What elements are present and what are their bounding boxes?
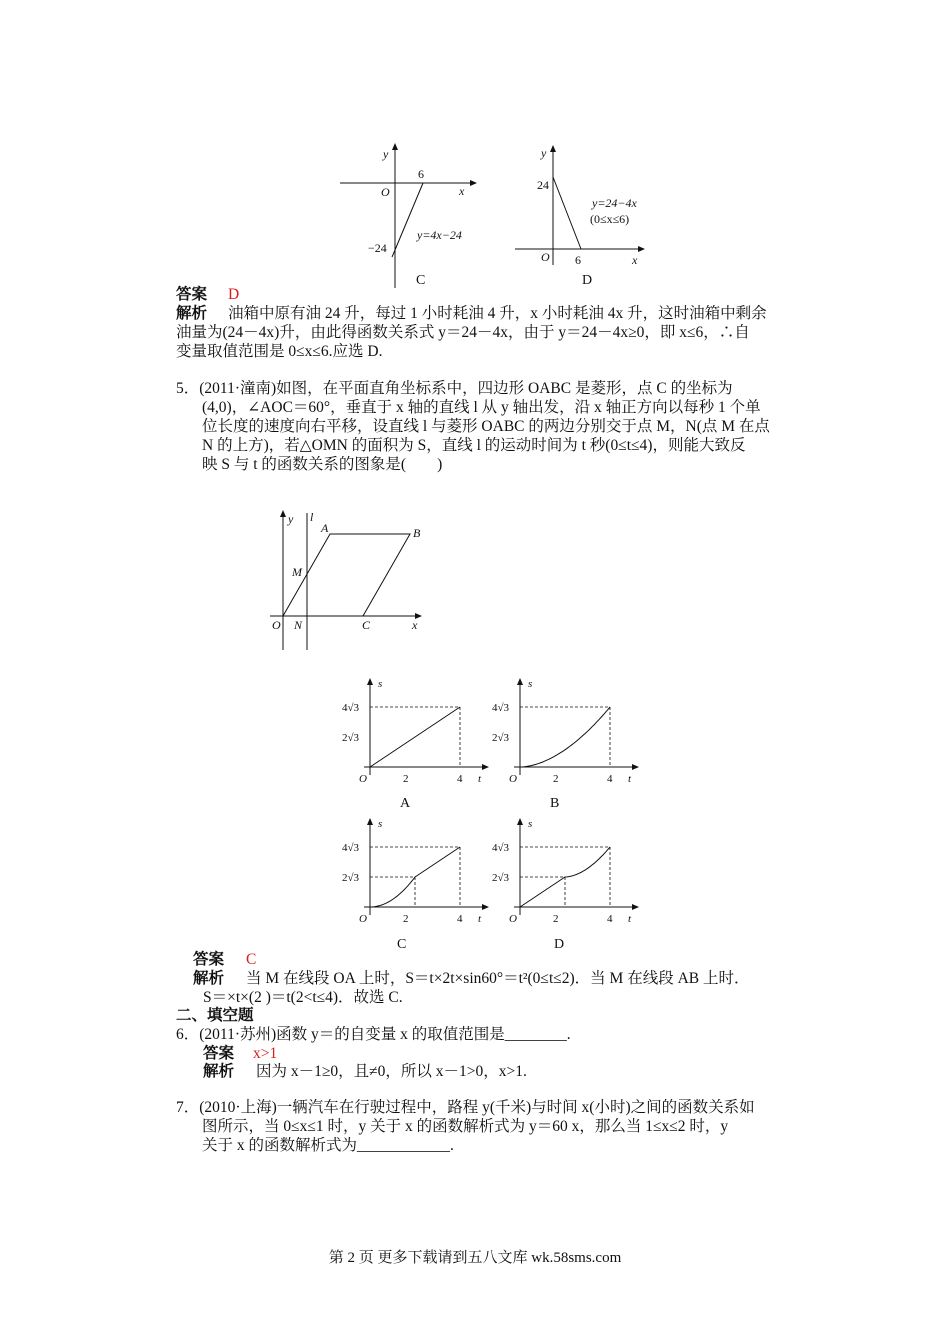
origin-label: O <box>509 773 517 785</box>
d-tick-y: 24 <box>537 178 549 192</box>
q5-analysis-line-1: 当 M 在线段 OA 上时，S＝t×2t×sin60°＝t²(0≤t≤2)．当 M 在线段 AB 上时． <box>246 970 750 987</box>
q5-stem-line-3: 位长度的速度向右平移，设直线 l 与菱形 OABC 的两边分别交于点 M，N(点 M 在点 <box>202 418 770 435</box>
s-axis-arrow <box>517 818 523 825</box>
t-axis-arrow <box>632 764 639 770</box>
q5-answer: C <box>246 951 257 968</box>
graph-top-d <box>510 140 655 270</box>
tick-2-label: 2 <box>553 773 559 785</box>
option-caption-b: B <box>550 796 560 811</box>
origin-label: O <box>359 773 367 785</box>
tick-2sqrt3-label: 2√3 <box>492 872 510 884</box>
d-y-label: y <box>541 146 547 160</box>
q6-analysis: 因为 x－1≥0，且≠0，所以 x－1>0，x>1. <box>256 1063 527 1080</box>
rh-o-label: O <box>272 618 281 632</box>
tick-4-label: 4 <box>607 913 613 925</box>
rh-y-label: y <box>288 512 294 526</box>
option-graph-b <box>490 675 645 785</box>
t-axis-arrow <box>632 904 639 910</box>
s-axis-arrow <box>367 818 373 825</box>
s-axis-label: s <box>378 818 383 830</box>
origin-label: O <box>509 913 517 925</box>
q5-analysis-label: 解析 <box>193 970 225 987</box>
d-equation: y=24−4x <box>592 196 637 210</box>
rh-a-label: A <box>321 521 329 535</box>
q4-answer-label: 答案 <box>176 286 208 303</box>
option-graph-c <box>340 815 495 925</box>
rh-m-label: M <box>292 565 302 579</box>
c-origin: O <box>381 185 390 199</box>
d-caption: D <box>582 273 593 288</box>
q5-stem-line-1: 5．(2011·潼南)如图，在平面直角坐标系中，四边形 OABC 是菱形，点 C 的坐标为 <box>176 380 733 397</box>
tick-2-label: 2 <box>403 773 409 785</box>
d-tick-x: 6 <box>575 253 581 267</box>
t-axis-arrow <box>482 764 489 770</box>
tick-4-label: 4 <box>607 773 613 785</box>
option-caption-d: D <box>554 937 565 952</box>
c-tick-x: 6 <box>418 167 424 181</box>
option-caption-a: A <box>400 796 411 811</box>
tick-4-label: 4 <box>457 913 463 925</box>
option-caption-c: C <box>397 937 407 952</box>
q4-analysis-line-2: 油量为(24－4x)升，由此得函数关系式 y＝24－4x，由于 y＝24－4x≥0，即 x≤6，∴自 <box>176 324 750 341</box>
graph-top-c <box>335 140 480 290</box>
c-tick-y: −24 <box>368 241 387 255</box>
d-origin: O <box>541 250 550 264</box>
tick-2-label: 2 <box>403 913 409 925</box>
tick-2sqrt3-label: 2√3 <box>342 732 360 744</box>
t-axis-label: t <box>628 773 632 785</box>
c-x-label: x <box>459 184 465 198</box>
rh-c-label: C <box>362 618 371 632</box>
tick-2-label: 2 <box>553 913 559 925</box>
q6-answer: x>1 <box>253 1045 278 1062</box>
tick-4sqrt3-label: 4√3 <box>342 702 360 714</box>
option-graph-d <box>490 815 645 925</box>
q5-answer-label: 答案 <box>193 951 225 968</box>
q5-stem-line-2: (4,0)，∠AOC＝60°，垂直于 x 轴的直线 l 从 y 轴出发，沿 x 轴正方向以每秒 1 个单 <box>202 399 761 416</box>
q4-analysis-label: 解析 <box>176 305 208 322</box>
q4-analysis-line-3: 变量取值范围是 0≤x≤6.应选 D. <box>176 343 383 360</box>
t-axis-label: t <box>478 773 482 785</box>
q6-answer-label: 答案 <box>203 1045 235 1062</box>
s-axis-label: s <box>378 678 383 690</box>
rh-l-label: l <box>310 510 314 524</box>
origin-label: O <box>359 913 367 925</box>
d-x-label: x <box>632 253 638 267</box>
q4-answer: D <box>228 286 240 303</box>
tick-4-label: 4 <box>457 773 463 785</box>
curve-a <box>370 707 460 767</box>
q6-stem: 6．(2011·苏州)函数 y＝的自变量 x 的取值范围是________. <box>176 1026 571 1043</box>
option-graph-a <box>340 675 495 785</box>
q5-analysis-line-2: S＝×t×(2 )＝t(2<t≤4)．故选 C. <box>203 989 403 1006</box>
q6-analysis-label: 解析 <box>203 1063 235 1080</box>
q4-analysis-line-1: 油箱中原有油 24 升，每过 1 小时耗油 4 升，x 小时耗油 4x 升，这时油箱中剩余 <box>228 305 767 322</box>
s-axis-label: s <box>528 678 533 690</box>
tick-4sqrt3-label: 4√3 <box>342 842 360 854</box>
tick-4sqrt3-label: 4√3 <box>492 842 510 854</box>
rh-x-label: x <box>412 618 418 632</box>
t-axis-arrow <box>482 904 489 910</box>
tick-2sqrt3-label: 2√3 <box>342 872 360 884</box>
c-y-label: y <box>383 147 389 161</box>
q7-stem-line-1: 7．(2010·上海)一辆汽车在行驶过程中，路程 y(千米)与时间 x(小时)之间的函数关系如 <box>176 1099 755 1116</box>
s-axis-arrow <box>367 678 373 685</box>
tick-4sqrt3-label: 4√3 <box>492 702 510 714</box>
q5-stem-line-5: 映 S 与 t 的函数关系的图象是( ) <box>202 456 443 473</box>
rh-b-label: B <box>413 526 421 540</box>
curve-b <box>520 707 610 767</box>
s-axis-arrow <box>517 678 523 685</box>
rhombus-figure <box>265 505 430 655</box>
q7-stem-line-3: 关于 x 的函数解析式为____________. <box>202 1137 454 1154</box>
q7-stem-line-2: 图所示，当 0≤x≤1 时，y 关于 x 的函数解析式为 y＝60 x，那么当 1≤x≤2 时，y <box>202 1118 729 1135</box>
c-equation: y=4x−24 <box>417 228 462 242</box>
page-footer: 第 2 页 更多下载请到五八文库 wk.58sms.com <box>328 1250 622 1266</box>
t-axis-label: t <box>628 913 632 925</box>
tick-2sqrt3-label: 2√3 <box>492 732 510 744</box>
rh-n-label: N <box>294 618 303 632</box>
c-caption: C <box>416 273 426 288</box>
section-title: 二、填空题 <box>176 1007 254 1024</box>
t-axis-label: t <box>478 913 482 925</box>
q5-stem-line-4: N 的上方)，若△OMN 的面积为 S，直线 l 的运动时间为 t 秒(0≤t≤4)，则能大致反 <box>202 437 746 454</box>
s-axis-label: s <box>528 818 533 830</box>
d-domain: (0≤x≤6) <box>590 212 630 226</box>
